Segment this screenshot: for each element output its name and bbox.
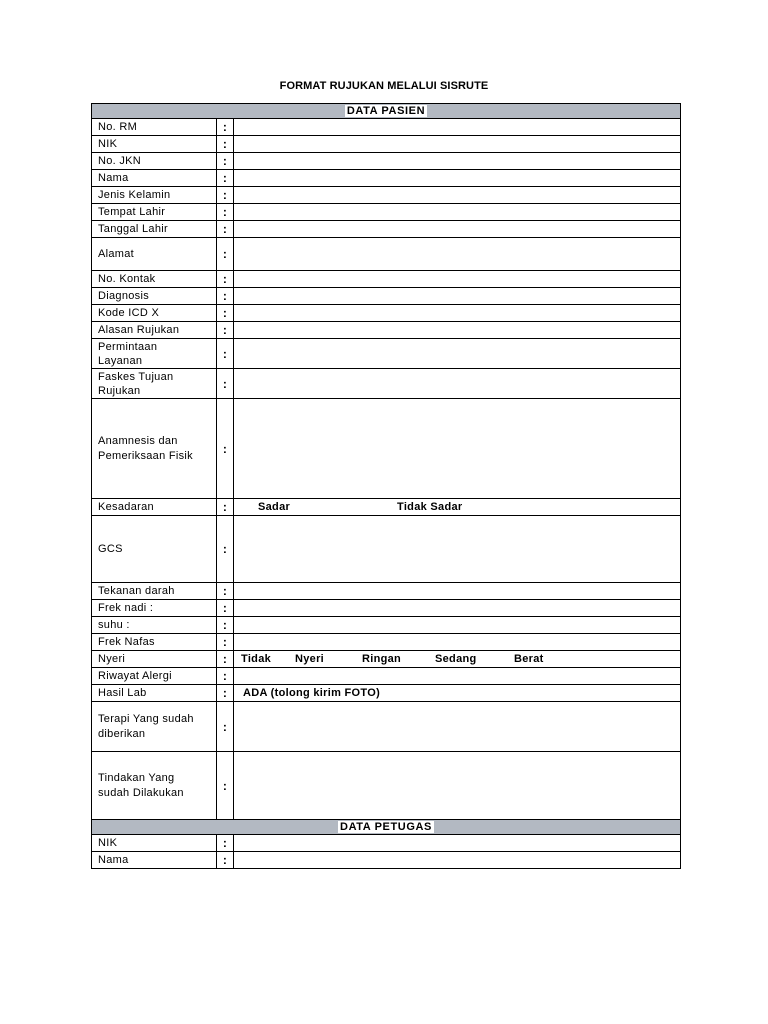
field-label — [92, 399, 217, 499]
nyeri-option-nyeri[interactable]: Nyeri — [295, 653, 325, 665]
nyeri-option-berat[interactable]: Berat — [514, 653, 544, 665]
colon-separator: : — [217, 600, 234, 617]
colon-separator: : — [217, 668, 234, 685]
colon-separator: : — [217, 170, 234, 187]
form-row-faskes-tujuan — [92, 369, 681, 399]
colon-separator: : — [217, 136, 234, 153]
colon-separator: : — [217, 634, 234, 651]
section-title: DATA PETUGAS — [340, 821, 432, 833]
form-row-petugas-nik — [92, 835, 681, 852]
field-label-line: Anamnesis dan — [98, 434, 178, 447]
nyeri-value-field[interactable] — [234, 651, 681, 668]
field-label: Frek Nafas — [92, 634, 217, 651]
kesadaran-option-sadar[interactable]: Sadar — [258, 501, 291, 513]
frek-nadi-value-field[interactable] — [234, 600, 681, 617]
colon-separator: : — [217, 399, 234, 499]
form-row-nama — [92, 170, 681, 187]
kesadaran-value-field[interactable] — [234, 499, 681, 516]
field-label: Nama — [92, 170, 217, 187]
field-label: Tempat Lahir — [92, 204, 217, 221]
field-label — [92, 339, 217, 369]
form-row-nyeri — [92, 651, 681, 668]
form-row-frek-nadi — [92, 600, 681, 617]
gcs-value-field[interactable] — [234, 516, 681, 583]
form-row-hasil-lab — [92, 685, 681, 702]
form-row-no-rm — [92, 119, 681, 136]
field-label: NIK — [92, 136, 217, 153]
field-label-line: Terapi Yang sudah — [98, 712, 194, 725]
colon-separator: : — [217, 305, 234, 322]
form-row-permintaan-layanan — [92, 339, 681, 369]
no-rm-value-field[interactable] — [234, 119, 681, 136]
colon-separator: : — [217, 339, 234, 369]
colon-separator: : — [217, 685, 234, 702]
field-label — [92, 702, 217, 752]
colon-separator: : — [217, 204, 234, 221]
field-label-line: Layanan — [98, 354, 143, 367]
suhu-value-field[interactable] — [234, 617, 681, 634]
field-label: NIK — [92, 835, 217, 852]
colon-separator: : — [217, 702, 234, 752]
form-row-anamnesis — [92, 399, 681, 499]
field-label: Frek nadi : — [92, 600, 217, 617]
no-jkn-value-field[interactable] — [234, 153, 681, 170]
field-label-line: Rujukan — [98, 384, 141, 397]
form-row-kesadaran — [92, 499, 681, 516]
nama-value-field[interactable] — [234, 170, 681, 187]
nyeri-option-tidak[interactable]: Tidak — [241, 653, 272, 665]
field-label: GCS — [92, 516, 217, 583]
tekanan-darah-value-field[interactable] — [234, 583, 681, 600]
field-label — [92, 369, 217, 399]
form-row-riwayat-alergi — [92, 668, 681, 685]
frek-nafas-value-field[interactable] — [234, 634, 681, 651]
form-row-diagnosis — [92, 288, 681, 305]
field-label: Kode ICD X — [92, 305, 217, 322]
field-label: Nyeri — [92, 651, 217, 668]
nyeri-option-sedang[interactable]: Sedang — [435, 653, 477, 665]
colon-separator: : — [217, 583, 234, 600]
colon-separator: : — [217, 752, 234, 820]
field-label-line: Permintaan — [98, 340, 158, 353]
nik-value-field[interactable] — [234, 136, 681, 153]
section-header-data-pasien — [92, 104, 681, 119]
alamat-value-field[interactable] — [234, 238, 681, 271]
colon-separator: : — [217, 271, 234, 288]
form-row-frek-nafas — [92, 634, 681, 651]
section-header-data-petugas — [92, 820, 681, 835]
form-row-tindakan — [92, 752, 681, 820]
form-row-no-kontak — [92, 271, 681, 288]
colon-separator: : — [217, 499, 234, 516]
form-row-tempat-lahir — [92, 204, 681, 221]
colon-separator: : — [217, 369, 234, 399]
form-row-terapi — [92, 702, 681, 752]
tempat-lahir-value-field[interactable] — [234, 204, 681, 221]
field-label: Diagnosis — [92, 288, 217, 305]
colon-separator: : — [217, 153, 234, 170]
field-label-line: sudah Dilakukan — [98, 786, 184, 799]
hasil-lab-note: ADA (tolong kirim FOTO) — [243, 687, 381, 699]
permintaan-layanan-value-field[interactable] — [234, 339, 681, 369]
petugas-nik-value-field[interactable] — [234, 835, 681, 852]
field-label: Tekanan darah — [92, 583, 217, 600]
field-label: Jenis Kelamin — [92, 187, 217, 204]
diagnosis-value-field[interactable] — [234, 288, 681, 305]
colon-separator: : — [217, 651, 234, 668]
anamnesis-value-field[interactable] — [234, 399, 681, 499]
form-row-tanggal-lahir — [92, 221, 681, 238]
riwayat-alergi-value-field[interactable] — [234, 668, 681, 685]
form-row-tekanan-darah — [92, 583, 681, 600]
kode-icd-value-field[interactable] — [234, 305, 681, 322]
hasil-lab-value-field[interactable] — [234, 685, 681, 702]
form-row-jenis-kelamin — [92, 187, 681, 204]
referral-form-table — [91, 103, 681, 869]
form-row-no-jkn — [92, 153, 681, 170]
field-label-line: diberikan — [98, 727, 146, 740]
form-row-gcs — [92, 516, 681, 583]
form-row-alasan-rujukan — [92, 322, 681, 339]
field-label-line: Faskes Tujuan — [98, 370, 174, 383]
colon-separator: : — [217, 288, 234, 305]
form-row-kode-icd — [92, 305, 681, 322]
faskes-tujuan-value-field[interactable] — [234, 369, 681, 399]
tanggal-lahir-value-field[interactable] — [234, 221, 681, 238]
field-label-line: Pemeriksaan Fisik — [98, 449, 193, 462]
petugas-nama-value-field[interactable] — [234, 852, 681, 869]
field-label: Hasil Lab — [92, 685, 217, 702]
document-title: FORMAT RUJUKAN MELALUI SISRUTE — [279, 80, 489, 92]
field-label: suhu : — [92, 617, 217, 634]
no-kontak-value-field[interactable] — [234, 271, 681, 288]
colon-separator: : — [217, 322, 234, 339]
colon-separator: : — [217, 187, 234, 204]
field-label: Alasan Rujukan — [92, 322, 217, 339]
colon-separator: : — [217, 119, 234, 136]
form-row-petugas-nama — [92, 852, 681, 869]
form-row-nik — [92, 136, 681, 153]
field-label: Tanggal Lahir — [92, 221, 217, 238]
field-label: Kesadaran — [92, 499, 217, 516]
field-label: No. JKN — [92, 153, 217, 170]
colon-separator: : — [217, 516, 234, 583]
terapi-value-field[interactable] — [234, 702, 681, 752]
colon-separator: : — [217, 617, 234, 634]
field-label: No. Kontak — [92, 271, 217, 288]
tindakan-value-field[interactable] — [234, 752, 681, 820]
alasan-rujukan-value-field[interactable] — [234, 322, 681, 339]
nyeri-option-ringan[interactable]: Ringan — [362, 653, 402, 665]
field-label: Riwayat Alergi — [92, 668, 217, 685]
field-label: Nama — [92, 852, 217, 869]
field-label: Alamat — [92, 238, 217, 271]
colon-separator: : — [217, 835, 234, 852]
field-label — [92, 752, 217, 820]
colon-separator: : — [217, 221, 234, 238]
form-row-alamat — [92, 238, 681, 271]
field-label: No. RM — [92, 119, 217, 136]
colon-separator: : — [217, 852, 234, 869]
colon-separator: : — [217, 238, 234, 271]
field-label-line: Tindakan Yang — [98, 771, 175, 784]
jenis-kelamin-value-field[interactable] — [234, 187, 681, 204]
kesadaran-option-tidak-sadar[interactable]: Tidak Sadar — [397, 501, 463, 513]
section-title: DATA PASIEN — [346, 105, 426, 117]
form-row-suhu — [92, 617, 681, 634]
